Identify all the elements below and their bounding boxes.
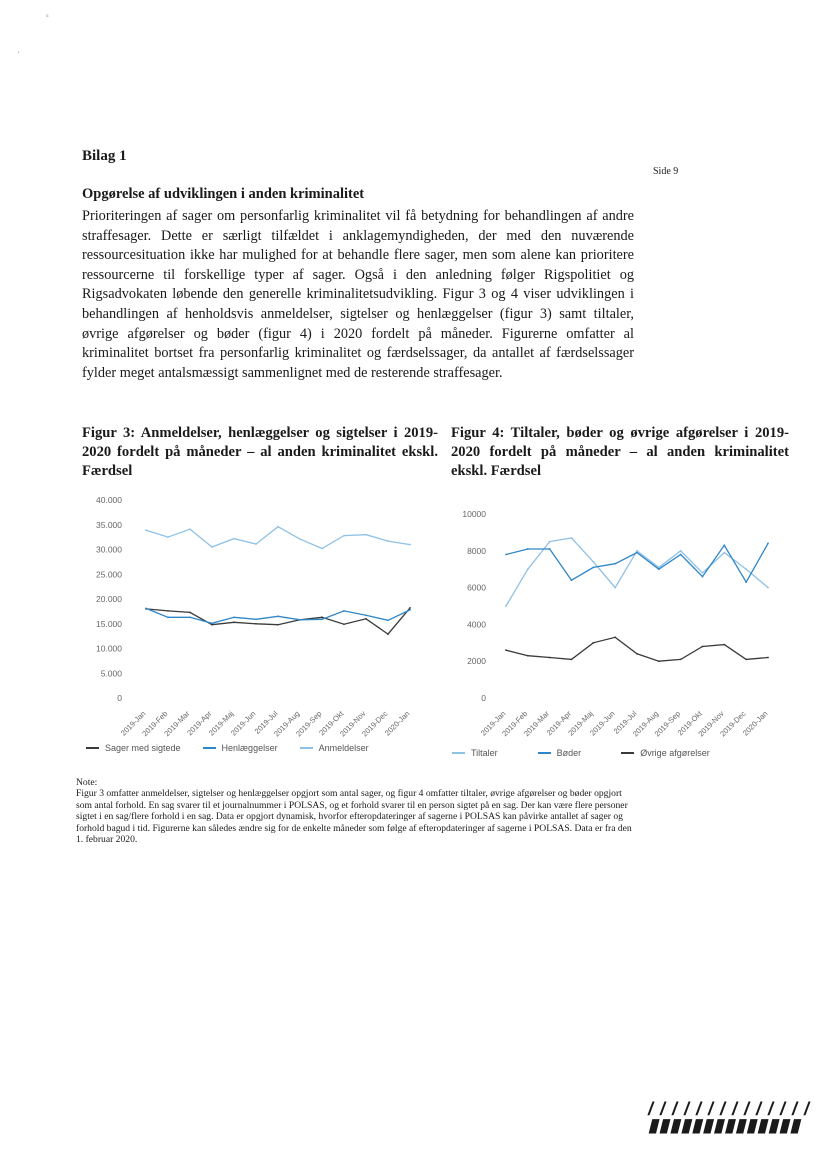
data-point <box>527 548 529 550</box>
y-tick-label: 5.000 <box>100 668 122 679</box>
data-point <box>277 624 279 626</box>
series-line-øvrige-afgørelser <box>506 637 768 661</box>
data-point <box>702 572 704 574</box>
figure-4-chart <box>450 500 790 740</box>
section-heading: Opgørelse af udviklingen i anden kriminalitet <box>82 186 365 202</box>
x-tick-label: 2019-Nov <box>338 709 368 739</box>
data-point <box>549 657 551 659</box>
data-point <box>321 548 323 550</box>
data-point <box>343 535 345 537</box>
data-point <box>321 618 323 620</box>
legend-label: Øvrige afgørelser <box>640 747 710 758</box>
series-line-bøder <box>506 543 768 582</box>
note-label: Note: <box>76 777 98 788</box>
legend-swatch <box>621 752 634 754</box>
x-tick-label: 2019-Jan <box>478 709 508 738</box>
data-point <box>189 528 191 530</box>
y-tick-label: 35.000 <box>96 519 122 530</box>
data-point <box>723 644 725 646</box>
data-point <box>614 563 616 565</box>
barcode-top: / / / / / / / / / / / / / / <box>648 1099 811 1119</box>
series-line-anmeldelser <box>146 527 410 549</box>
x-tick-label: 2019-Maj <box>566 709 595 738</box>
legend-swatch <box>452 752 465 754</box>
data-point <box>592 642 594 644</box>
data-point <box>255 543 257 545</box>
data-point <box>387 633 389 635</box>
body-paragraph: Prioriteringen af sager om personfarlig kriminalitet vil få betydning for behandlingen af andre straffesager. Dette er særligt tilfældet i anklagemyndigheden, der med den nuværende ressourcesituation ikke har mulighed for at behandle flere sager, men som alene kan prioritere ressourcerne til forskellige typer af sager. Også i den anledning følger Rigspolitiet og Rigsadvokaten løbende den generelle kriminalitetsudvikling. Figur 3 og 4 viser udviklingen i behandlingen af henholdsvis anmeldelser, sigtelser og henlæggelser (figur 3) samt tiltaler, øvrige afgørelser og bøder (figur 4) i 2020 fordelt på måneder. Figurerne omfatter al kriminalitet bortset fra personfarlig kriminalitet og færdselssager, da antallet af færdselssager fylder meget antalsmæssigt sammenlignet med de resterende straffesager. <box>82 208 634 381</box>
data-point <box>636 550 638 552</box>
data-point <box>343 610 345 612</box>
figure-4-caption: Figur 4: Tiltaler, bøder og øvrige afgørelser i 2019-2020 fordelt på måneder – al anden kriminalitet ekskl. Færdsel <box>451 425 789 479</box>
x-tick-label: 2019-Jun <box>228 709 258 738</box>
data-point <box>167 536 169 538</box>
legend-swatch <box>86 747 99 749</box>
data-point <box>167 610 169 612</box>
data-point <box>767 657 769 659</box>
x-tick-label: 2019-Jul <box>611 709 639 736</box>
data-point <box>277 615 279 617</box>
data-point <box>387 619 389 621</box>
figure-3-chart <box>80 490 420 740</box>
footnote <box>76 777 636 845</box>
legend-label: Sager med sigtede <box>105 742 181 753</box>
y-tick-label: 30.000 <box>96 544 122 555</box>
data-point <box>233 616 235 618</box>
x-tick-label: 2019-Okt <box>317 709 346 738</box>
data-point <box>409 544 411 546</box>
data-point <box>189 616 191 618</box>
data-point <box>658 660 660 662</box>
data-point <box>658 568 660 570</box>
data-point <box>299 619 301 621</box>
x-tick-label: 2019-Nov <box>696 709 726 739</box>
y-tick-label: 20.000 <box>96 594 122 604</box>
data-point <box>365 618 367 620</box>
data-point <box>255 623 257 625</box>
data-point <box>723 552 725 554</box>
x-tick-label: 2019-Feb <box>500 709 530 739</box>
y-tick-label: 10.000 <box>96 643 122 654</box>
legend-item <box>538 747 582 758</box>
x-tick-label: 2020-Jan <box>740 709 770 738</box>
y-tick-label: 10000 <box>462 509 486 519</box>
data-point <box>255 618 257 620</box>
x-tick-label: 2019-Aug <box>272 709 302 739</box>
x-tick-label: 2019-Sep <box>294 709 324 739</box>
data-point <box>571 658 573 660</box>
data-point <box>365 534 367 536</box>
legend-label: Bøder <box>556 747 582 758</box>
y-tick-label: 6000 <box>467 582 486 593</box>
y-tick-label: 4000 <box>467 619 486 630</box>
data-point <box>592 561 594 563</box>
data-point <box>299 538 301 540</box>
data-point <box>145 529 147 531</box>
scan-mark: ᵘ <box>46 12 49 21</box>
x-tick-label: 2019-Okt <box>675 709 704 738</box>
y-tick-label: 2000 <box>467 656 486 667</box>
data-point <box>277 526 279 528</box>
data-point <box>767 587 769 589</box>
data-point <box>571 537 573 539</box>
y-tick-label: 15.000 <box>96 618 122 629</box>
data-point <box>702 576 704 578</box>
x-tick-label: 2020-Jan <box>382 709 412 738</box>
data-point <box>636 552 638 554</box>
data-point <box>409 609 411 611</box>
data-point <box>680 554 682 556</box>
data-point <box>505 554 507 556</box>
data-point <box>343 623 345 625</box>
data-point <box>702 646 704 648</box>
data-point <box>505 605 507 607</box>
data-point <box>145 608 147 610</box>
figure-3-caption: Figur 3: Anmeldelser, henlæggelser og sigtelser i 2019-2020 fordelt på måneder – al anden kriminalitet ekskl. Færdsel <box>82 425 438 479</box>
data-point <box>680 658 682 660</box>
data-point <box>233 621 235 623</box>
page-number: Side 9 <box>653 166 679 177</box>
data-point <box>505 649 507 651</box>
data-point <box>365 614 367 616</box>
data-point <box>745 581 747 583</box>
data-point <box>387 540 389 542</box>
data-point <box>614 587 616 589</box>
data-point <box>745 658 747 660</box>
legend-item <box>621 747 710 758</box>
x-tick-label: 2019-Jan <box>118 709 148 738</box>
legend-item <box>86 742 181 753</box>
data-point <box>409 607 411 609</box>
legend-label: Henlæggelser <box>221 742 278 753</box>
x-tick-label: 2019-Mar <box>162 709 192 739</box>
data-point <box>745 568 747 570</box>
data-point <box>549 541 551 543</box>
data-point <box>321 616 323 618</box>
x-tick-label: 2019-Apr <box>544 709 573 738</box>
y-tick-label: 0 <box>117 693 122 703</box>
x-tick-label: 2019-Feb <box>140 709 170 739</box>
x-tick-label: 2019-Mar <box>522 709 552 739</box>
data-point <box>571 579 573 581</box>
x-tick-label: 2019-Aug <box>630 709 661 739</box>
x-tick-label: 2019-Apr <box>185 709 214 738</box>
data-point <box>592 566 594 568</box>
x-tick-label: 2019-Sep <box>652 709 683 739</box>
x-tick-label: 2019-Dec <box>360 709 390 739</box>
legend-swatch <box>538 752 551 754</box>
x-tick-label: 2019-Maj <box>206 709 236 738</box>
legend-swatch <box>203 747 216 749</box>
data-point <box>211 622 213 624</box>
y-tick-label: 40.000 <box>96 495 122 505</box>
y-tick-label: 25.000 <box>96 569 122 580</box>
legend-label: Tiltaler <box>471 747 498 758</box>
legend-item <box>452 747 498 758</box>
barcode <box>648 1101 810 1133</box>
data-point <box>614 636 616 638</box>
scan-mark: ʹ <box>18 50 20 59</box>
x-tick-label: 2019-Jun <box>588 709 617 738</box>
data-point <box>233 538 235 540</box>
figure-3-legend <box>86 742 391 753</box>
data-point <box>636 653 638 655</box>
data-point <box>527 655 529 657</box>
barcode-bottom: ▮▮▮▮▮▮▮▮▮▮▮▮▮▮ <box>648 1115 801 1135</box>
figure-4-legend <box>452 747 750 758</box>
note-text: Figur 3 omfatter anmeldelser, sigtelser og henlæggelser opgjort som antal sager, og figur 4 omfatter tiltaler, øvrige afgørelser og bøder opgjort som antal forhold. En sag svarer til et journalnummer i POLSAS, og et forhold svarer til en person sigtet på en sag. Der kan være flere personer sigtet i en sag/flere forhold i en sag. Data er opgjort dynamisk, hvorfor efteropdateringer af sagerne i POLSAS kan påvirke antallet af sager og forhold bagud i tid. Figurerne kan således ændre sig for de enkelte måneder som følge af efteropdateringer af sagerne i POLSAS. Data er fra den 1. februar 2020. <box>76 788 632 846</box>
legend-item <box>300 742 369 753</box>
data-point <box>189 611 191 613</box>
data-point <box>680 550 682 552</box>
series-line-sager-med-sigtede <box>146 608 410 634</box>
data-point <box>167 616 169 618</box>
data-point <box>723 544 725 546</box>
data-point <box>549 548 551 550</box>
data-point <box>527 568 529 570</box>
legend-item <box>203 742 278 753</box>
data-point <box>211 546 213 548</box>
x-tick-label: 2019-Jul <box>252 709 280 736</box>
data-point <box>767 543 769 545</box>
page-title: Bilag 1 <box>82 148 127 164</box>
series-line-tiltaler <box>506 538 768 606</box>
legend-label: Anmeldelser <box>318 742 369 753</box>
legend-swatch <box>300 747 313 749</box>
y-tick-label: 8000 <box>467 545 486 556</box>
y-tick-label: 0 <box>481 693 486 703</box>
x-tick-label: 2019-Dec <box>718 709 748 739</box>
